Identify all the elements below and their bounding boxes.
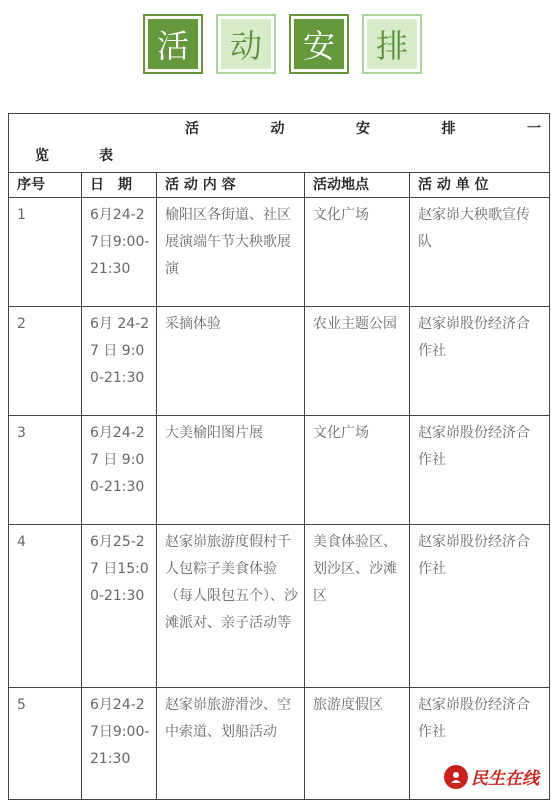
- header-place: 活动地点: [305, 173, 410, 198]
- table-caption-row: [9, 114, 550, 173]
- cell-content: 赵家峁旅游度假村千人包粽子美食体验（每人限包五个）、沙滩派对、亲子活动等: [157, 525, 305, 688]
- caption-char: 排: [441, 121, 456, 137]
- cell-place: 文化广场: [305, 198, 410, 307]
- cell-no: 1: [9, 198, 82, 307]
- cell-content: 采摘体验: [157, 307, 305, 416]
- watermark-logo-icon: [444, 765, 468, 789]
- cell-no: 4: [9, 525, 82, 688]
- cell-content: 大美榆阳图片展: [157, 416, 305, 525]
- table-row: [9, 307, 550, 416]
- cell-no: 3: [9, 416, 82, 525]
- caption-char: 安: [356, 121, 370, 137]
- table-row: [9, 525, 550, 688]
- cell-org: 赵家峁股份经济合作社: [410, 416, 550, 525]
- schedule-table: [8, 113, 550, 800]
- cell-date: 6月24-27 日 9:00-21:30: [82, 416, 157, 525]
- title-char-2: 动: [216, 14, 276, 74]
- title-char-4: 排: [362, 14, 422, 74]
- page-title: [143, 14, 422, 74]
- cell-content: 赵家峁旅游滑沙、空中索道、划船活动: [157, 688, 305, 800]
- cell-org: 赵家峁股份经济合作社: [410, 525, 550, 688]
- cell-place: 旅游度假区: [305, 688, 410, 800]
- table-header-row: [9, 173, 550, 198]
- header-content: 活 动 内 容: [157, 173, 305, 198]
- cell-org: 赵家峁股份经济合作社: [410, 307, 550, 416]
- header-date: 日 期: [82, 173, 157, 198]
- cell-org: 赵家峁大秧歌宣传队: [410, 198, 550, 307]
- cell-date: 6月25-27 日15:00-21:30: [82, 525, 157, 688]
- header-org: 活 动 单 位: [410, 173, 550, 198]
- header-no: 序号: [9, 173, 82, 198]
- table-caption: [9, 114, 550, 173]
- caption-char: 活: [185, 121, 199, 137]
- cell-date: 6月24-27日9:00-21:30: [82, 688, 157, 800]
- cell-no: 5: [9, 688, 82, 800]
- cell-org: 赵家峁股份经济合作社: [410, 688, 550, 800]
- watermark: [444, 764, 539, 789]
- cell-place: 美食体验区、划沙区、沙滩区: [305, 525, 410, 688]
- title-char-1: 活: [143, 14, 203, 74]
- caption-char: 览: [35, 148, 49, 164]
- cell-place: 农业主题公园: [305, 307, 410, 416]
- cell-content: 榆阳区各街道、社区展演端午节大秧歌展演: [157, 198, 305, 307]
- cell-place: 文化广场: [305, 416, 410, 525]
- cell-date: 6月24-27日9:00-21:30: [82, 198, 157, 307]
- cell-no: 2: [9, 307, 82, 416]
- caption-char: 动: [270, 121, 285, 137]
- caption-char: 表: [99, 148, 113, 164]
- title-char-3: 安: [289, 14, 349, 74]
- caption-char: 一: [527, 121, 541, 137]
- watermark-text: 民生在线: [471, 769, 539, 789]
- table-row: [9, 416, 550, 525]
- table-row: [9, 198, 550, 307]
- cell-date: 6月 24-27 日 9:00-21:30: [82, 307, 157, 416]
